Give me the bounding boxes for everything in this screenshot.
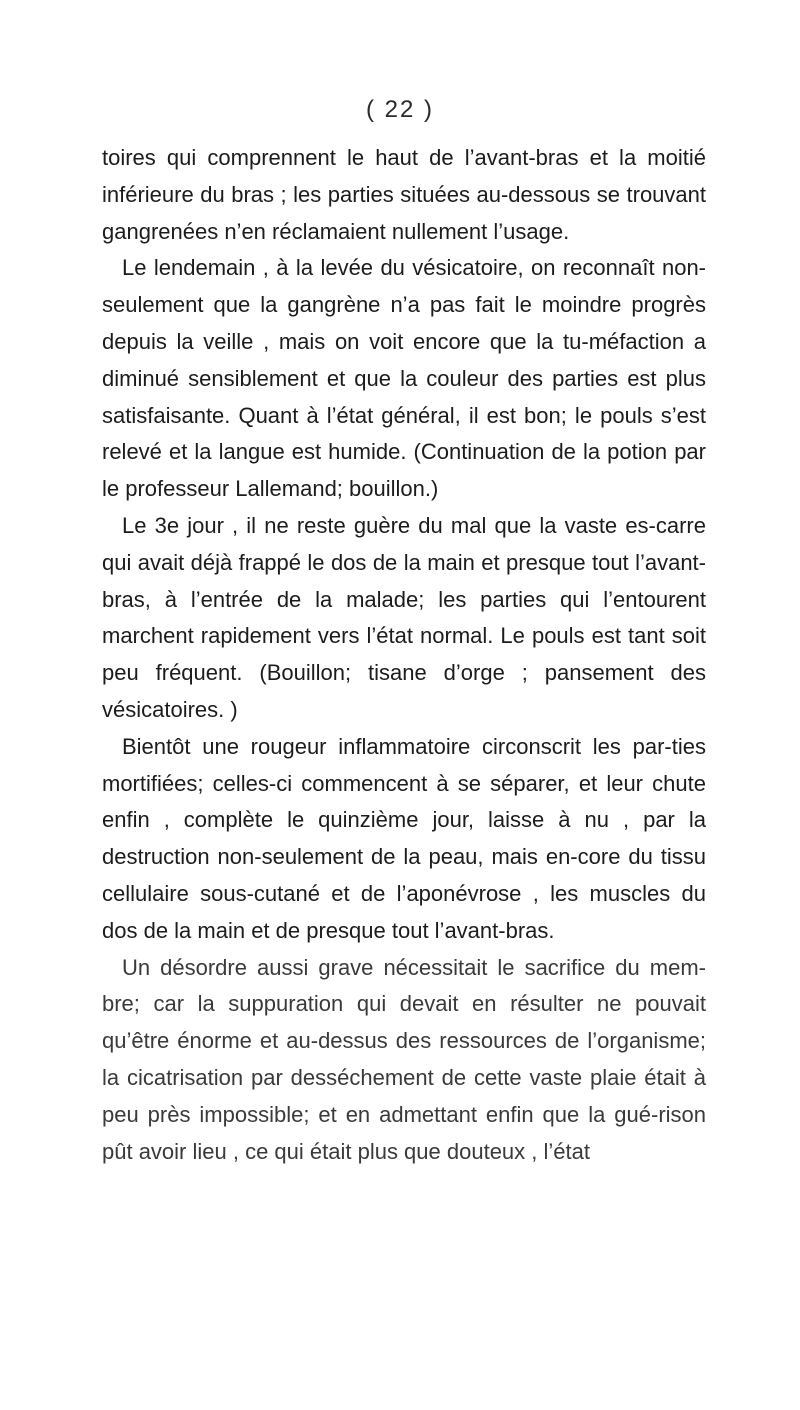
page-number: ( 22 ) — [365, 96, 434, 123]
paragraph-4: Bientôt une rougeur inflammatoire circonscrit les par-ties mortifiées; celles-ci commencent à se séparer, et leur chute enfin , complète le quinzième jour, laisse à nu , par la destruction non-seulement de la peau, mais en-core du tissu cellulaire sous-cutané et de l’aponévrose , les muscles du dos de la main et de presque tout l’avant-bras. — [102, 733, 706, 943]
paragraph-2: Le lendemain , à la levée du vésicatoire, on reconnaît non-seulement que la gangrène n’a pas fait le moindre progrès depuis la veille , mais on voit encore que la tu-méfaction a diminué sensiblement et que la couleur des parties est plus satisfaisante. Quant à l’état général, il est bon; le pouls s’est relevé et la langue est humide. (Continuation de la potion par le professeur Lallemand; bouillon.) — [102, 255, 706, 502]
paragraph-5: Un désordre aussi grave nécessitait le sacrifice du mem-bre; car la suppuration qui devait en résulter ne pouvait qu’être énorme et au-dessus des ressources de l’organisme; la cicatrisation par desséchement de cette vaste plaie était à peu près impossible; et en admettant enfin que la gué-rison pût avoir lieu , ce qui était plus que douteux , l’état — [102, 954, 706, 1164]
body-text — [102, 140, 706, 1170]
paragraph-1: toires qui comprennent le haut de l’avant-bras et la moitié inférieure du bras ; les parties situées au-dessous se trouvant gangrenées n’en réclamaient nullement l’usage. — [102, 145, 706, 244]
paragraph-3: Le 3e jour , il ne reste guère du mal que la vaste es-carre qui avait déjà frappé le dos de la main et presque tout l’avant-bras, à l’entrée de la malade; les parties qui l’entourent marchent rapidement vers l’état normal. Le pouls est tant soit peu fréquent. (Bouillon; tisane d’orge ; pansement des vésicatoires. ) — [102, 512, 706, 722]
